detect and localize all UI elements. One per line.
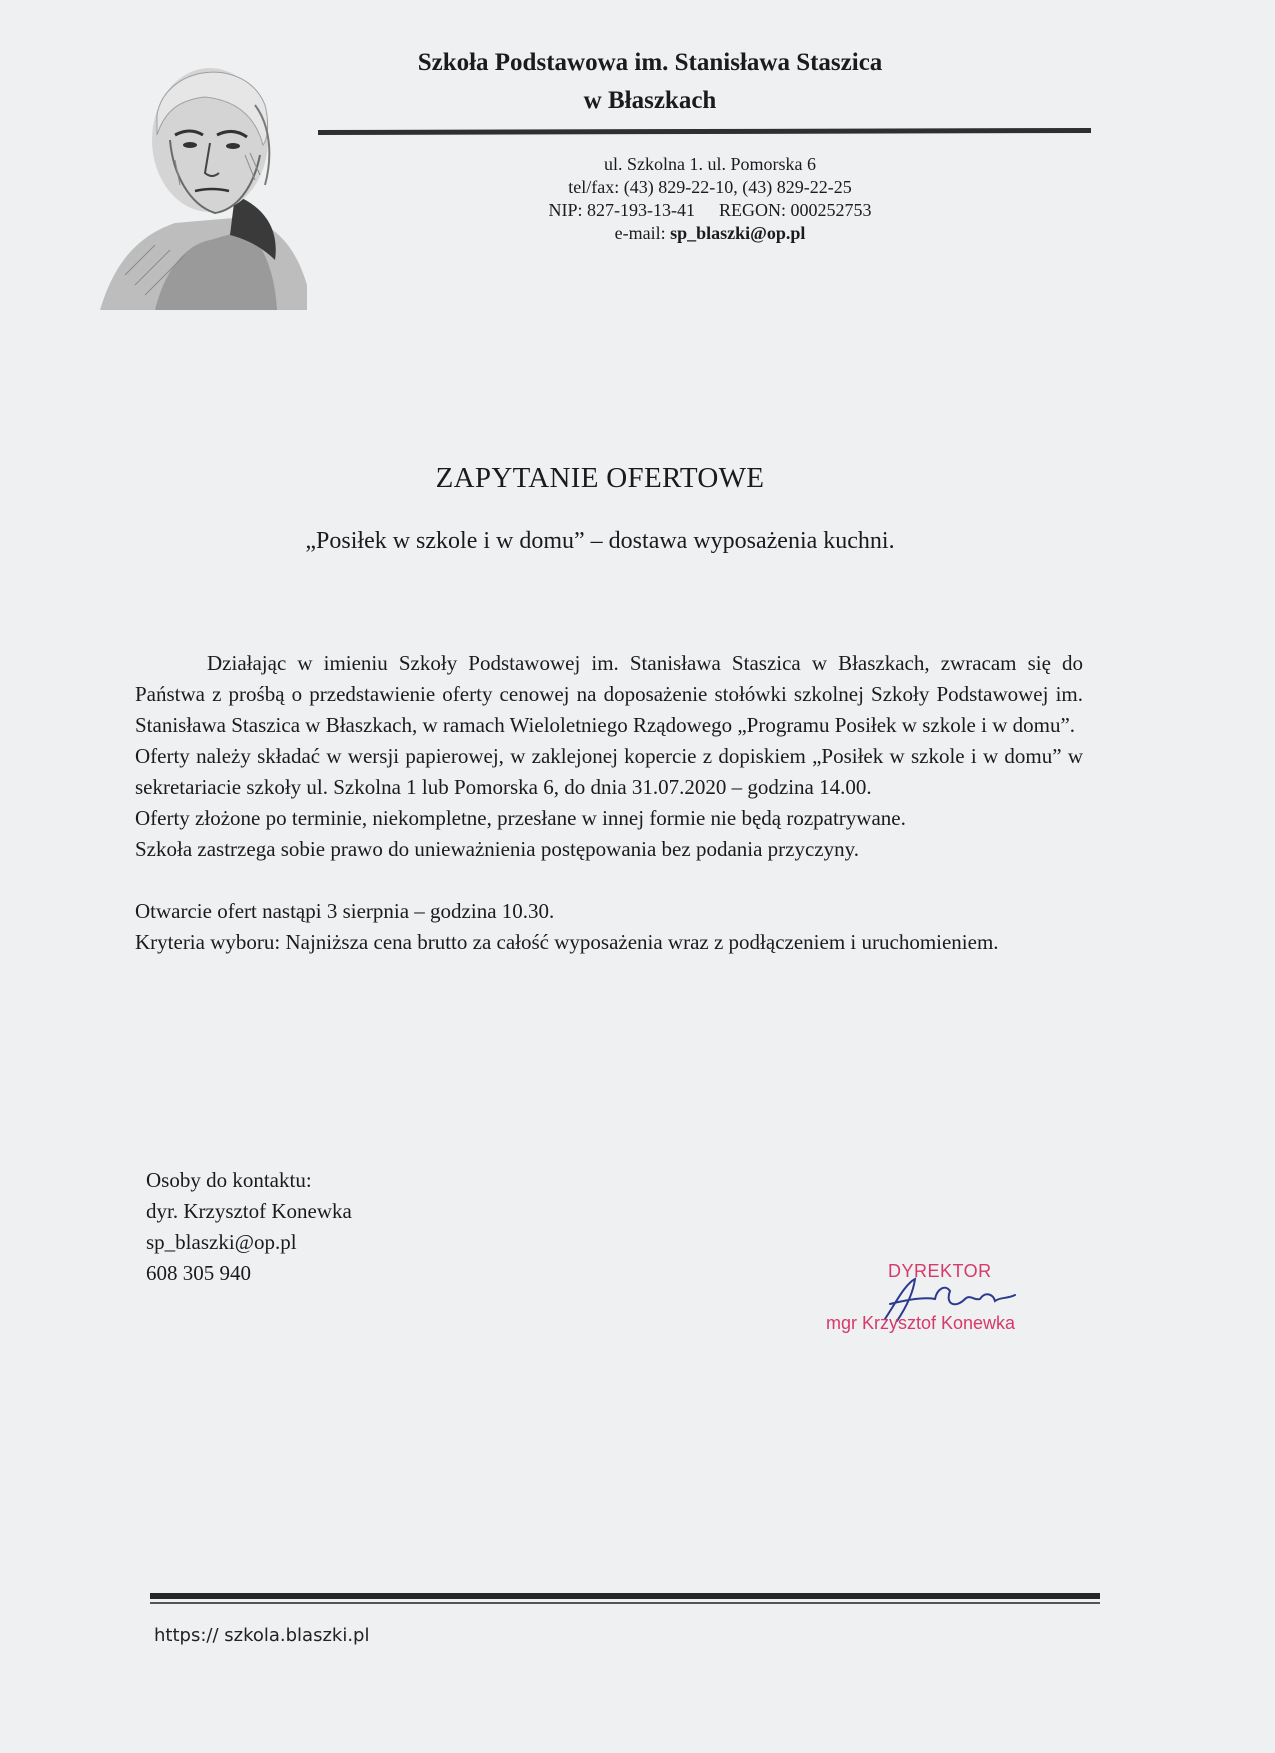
school-telfax: tel/fax: (43) 829-22-10, (43) 829-22-25 xyxy=(568,177,852,197)
school-ids xyxy=(480,199,940,222)
body-paragraph-2: Oferty należy składać w wersji papierowej, w zaklejonej kopercie z dopiskiem „Posiłek w szkole i w domu” w sekretariacie szkoły ul. Szkolna 1 lub Pomorska 6, do dnia 31.07.2020 – godzina 14.00. xyxy=(135,744,1083,799)
header-divider xyxy=(318,128,1091,135)
school-contact-block xyxy=(480,153,940,245)
school-email-line xyxy=(480,222,940,245)
contact-persons xyxy=(146,1165,352,1289)
contacts-heading: Osoby do kontaktu: xyxy=(146,1168,312,1192)
document-body xyxy=(135,648,1083,958)
director-stamp xyxy=(820,1255,1080,1345)
school-name-line1: Szkoła Podstawowa im. Stanisława Staszica xyxy=(417,49,883,76)
school-email: sp_blaszki@op.pl xyxy=(670,223,806,243)
body-paragraph-6: Kryteria wyboru: Najniższa cena brutto za całość wyposażenia wraz z podłączeniem i uruchomieniem. xyxy=(135,930,999,954)
body-paragraph-5: Otwarcie ofert nastąpi 3 sierpnia – godzina 10.30. xyxy=(135,899,555,923)
stamp-title: DYREKTOR xyxy=(888,1261,992,1281)
document-subtitle: „Posiłek w szkole i w domu” – dostawa wyposażenia kuchni. xyxy=(305,528,895,554)
footer-website-link[interactable]: https:// szkola.blaszki.pl xyxy=(154,1625,370,1646)
contact-person: dyr. Krzysztof Konewka xyxy=(146,1199,352,1223)
school-name-line2: w Błaszkach xyxy=(583,87,717,114)
portrait-engraving xyxy=(95,45,310,310)
school-address: ul. Szkolna 1. ul. Pomorska 6 xyxy=(604,154,816,174)
contact-email: sp_blaszki@op.pl xyxy=(146,1230,297,1254)
footer-divider-thin xyxy=(150,1602,1100,1604)
body-paragraph-3: Oferty złożone po terminie, niekompletne, przesłane w innej formie nie będą rozpatrywane. xyxy=(135,806,906,830)
document-title: ZAPYTANIE OFERTOWE xyxy=(435,462,765,494)
school-name xyxy=(320,44,980,120)
body-paragraph-4: Szkoła zastrzega sobie prawo do unieważnienia postępowania bez podania przyczyny. xyxy=(135,837,860,861)
contact-phone: 608 305 940 xyxy=(146,1261,251,1285)
school-nip: NIP: 827-193-13-41 xyxy=(548,200,695,220)
stamp-name: mgr Krzysztof Konewka xyxy=(826,1313,1016,1333)
school-regon: REGON: 000252753 xyxy=(719,200,872,220)
body-paragraph-1: Działając w imieniu Szkoły Podstawowej im. Stanisława Staszica w Błaszkach, zwracam się do Państwa z prośbą o przedstawienie oferty cenowej na doposażenie stołówki szkolnej Szkoły Podstawowej im. Stanisława Staszica w Błaszkach, w ramach Wieloletniego Rządowego „Programu Posiłek w szkole i w domu”. xyxy=(135,651,1083,737)
footer-divider xyxy=(150,1593,1100,1599)
school-email-label: e-mail: xyxy=(614,223,666,243)
